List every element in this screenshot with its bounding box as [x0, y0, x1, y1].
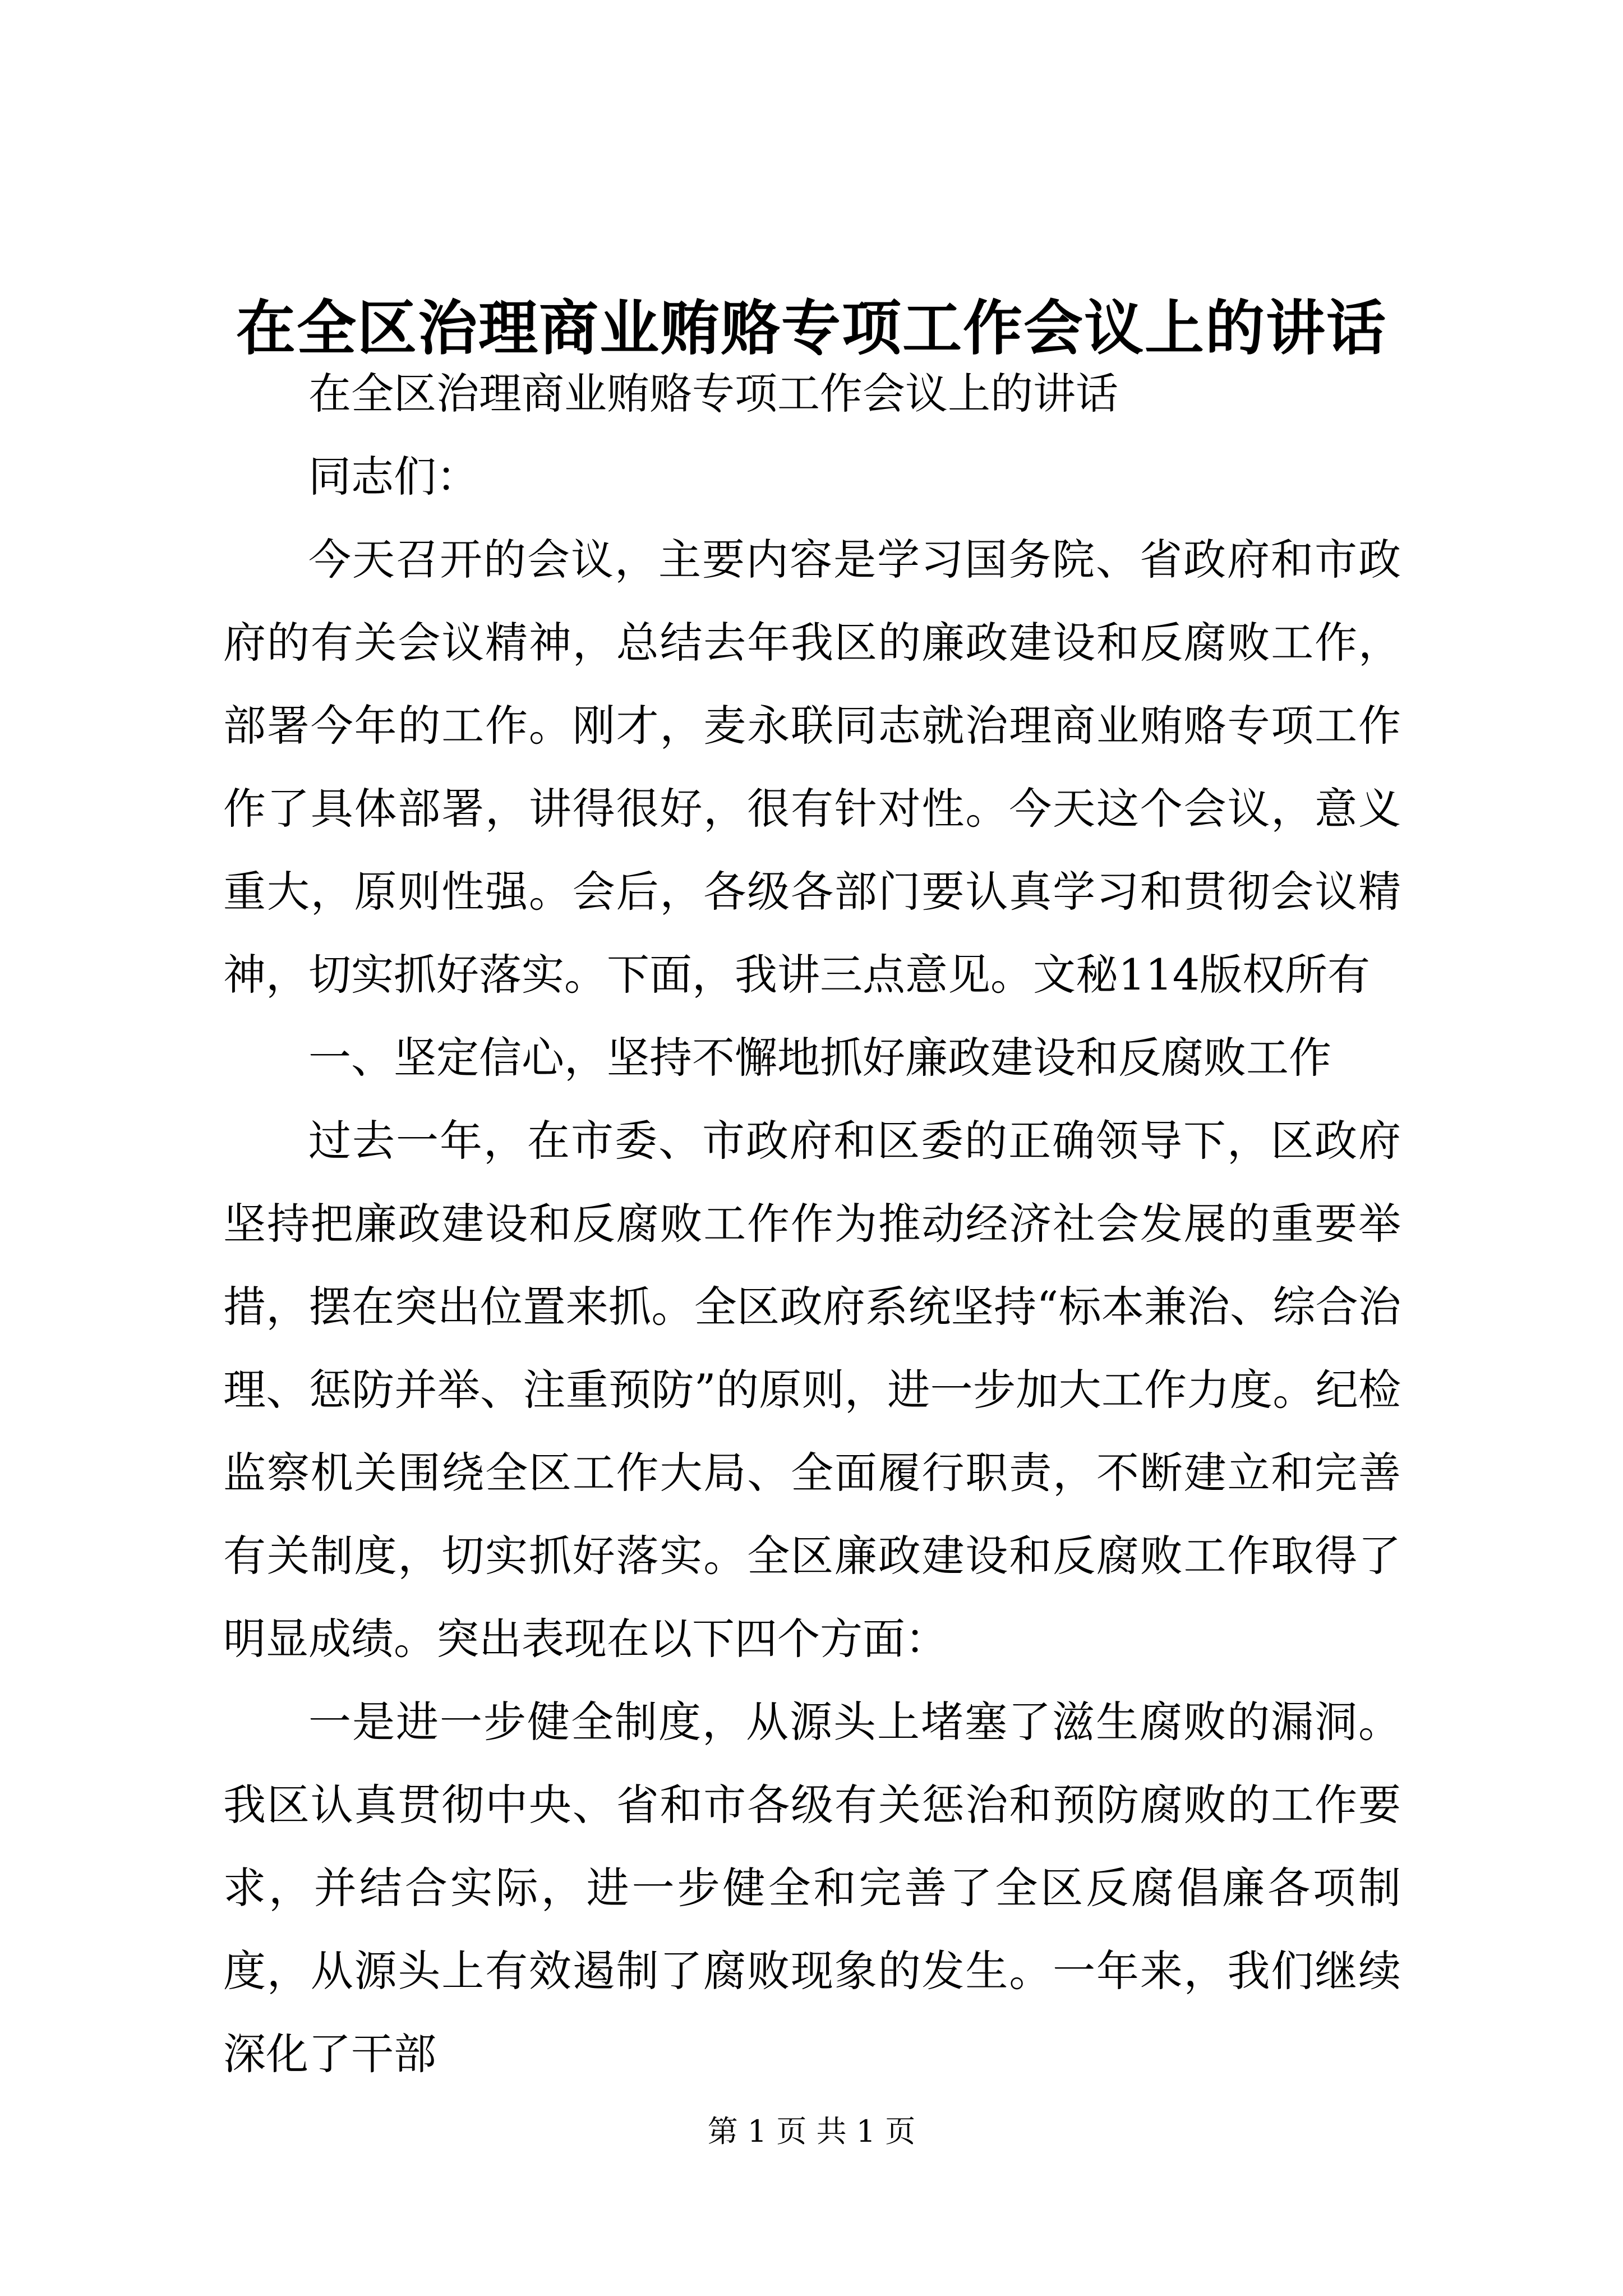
page-footer: 第 1 页 共 1 页 — [707, 2114, 916, 2149]
body-paragraph: 过去一年，在市委、市政府和区委的正确领导下，区政府坚持把廉政建设和反腐败工作作为推动经济社会发展的重要举措，摆在突出位置来抓。全区政府系统坚持“标本兼治、综合治理、惩防并举、注重预防”的原则，进一步加大工作力度。纪检监察机关围绕全区工作大局、全面履行职责，不断建立和完善有关制度，切实抓好落实。全区廉政建设和反腐败工作取得了明显成绩。突出表现在以下四个方面： — [223, 1116, 1401, 1664]
salutation-paragraph: 同志们： — [308, 452, 479, 501]
body-paragraph: 一是进一步健全制度，从源头上堵塞了滋生腐败的漏洞。我区认真贯彻中央、省和市各级有关惩治和预防腐败的工作要求，并结合实际，进一步健全和完善了全区反腐倡廉各项制度，从源头上有效遏制了腐败现象的发生。一年来，我们继续深化了干部 — [223, 1697, 1401, 2079]
document-body — [223, 352, 1401, 2096]
document-title: 在全区治理商业贿赂专项工作会议上的讲话 — [236, 293, 1387, 363]
subtitle-paragraph: 在全区治理商业贿赂专项工作会议上的讲话 — [308, 369, 1118, 418]
body-paragraph: 今天召开的会议，主要内容是学习国务院、省政府和市政府的有关会议精神，总结去年我区的廉政建设和反腐败工作，部署今年的工作。刚才，麦永联同志就治理商业贿赂专项工作作了具体部署，讲得很好，很有针对性。今天这个会议，意义重大，原则性强。会后，各级各部门要认真学习和贯彻会议精神，切实抓好落实。下面，我讲三点意见。文秘114版权所有 — [223, 535, 1401, 1000]
section-heading: 一、坚定信心，坚持不懈地抓好廉政建设和反腐败工作 — [308, 1033, 1331, 1083]
